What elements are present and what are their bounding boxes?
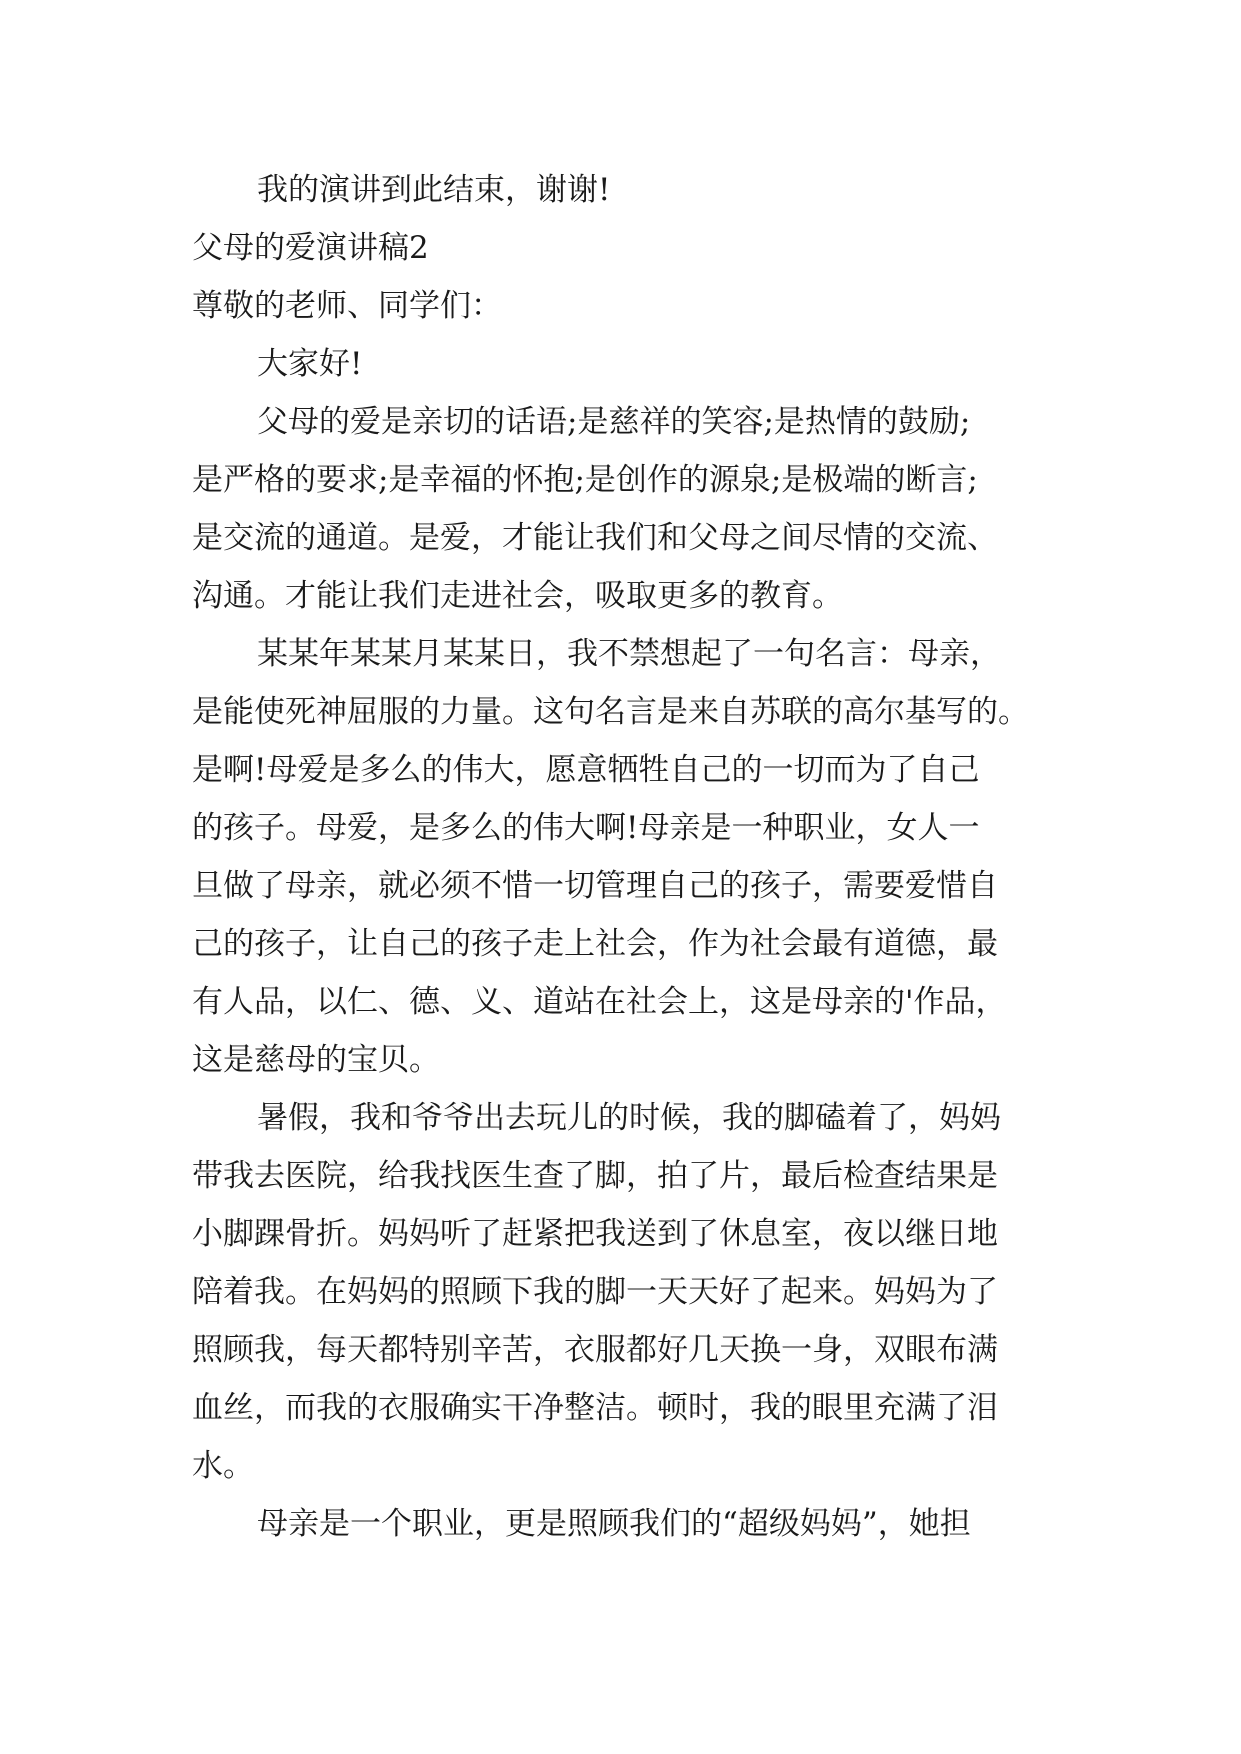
salutation: 尊敬的老师、同学们： — [192, 288, 502, 324]
paragraph-line: 照顾我，每天都特别辛苦，衣服都好几天换一身，双眼布满 — [192, 1332, 998, 1368]
paragraph-line: 是能使死神屈服的力量。这句名言是来自苏联的高尔基写的。 — [192, 694, 1029, 730]
paragraph-3 — [192, 1089, 1072, 1495]
paragraph-line: 父母的爱是亲切的话语;是慈祥的笑容;是热情的鼓励; — [257, 404, 971, 440]
paragraph-line: 水。 — [192, 1448, 254, 1484]
paragraph-line: 是交流的通道。是爱，才能让我们和父母之间尽情的交流、 — [192, 520, 998, 556]
closing-line: 我的演讲到此结束，谢谢! — [257, 172, 611, 208]
paragraph-line: 有人品，以仁、德、义、道站在社会上，这是母亲的'作品， — [192, 984, 1007, 1020]
paragraph-line: 暑假，我和爷爷出去玩儿的时候，我的脚磕着了，妈妈 — [257, 1100, 1001, 1136]
paragraph-line: 旦做了母亲，就必须不惜一切管理自己的孩子，需要爱惜自 — [192, 868, 998, 904]
paragraph-line: 是啊!母爱是多么的伟大，愿意牺牲自己的一切而为了自己 — [192, 752, 980, 788]
paragraph-4 — [192, 1495, 1072, 1553]
paragraph-2 — [192, 625, 1072, 1089]
paragraph-line: 是严格的要求;是幸福的怀抱;是创作的源泉;是极端的断言; — [192, 462, 978, 498]
paragraph-line: 这是慈母的宝贝。 — [192, 1042, 440, 1078]
document-title: 父母的爱演讲稿2 — [192, 230, 429, 266]
paragraph-line: 沟通。才能让我们走进社会，吸取更多的教育。 — [192, 578, 843, 614]
paragraph-line: 己的孩子，让自己的孩子走上社会，作为社会最有道德，最 — [192, 926, 998, 962]
greeting: 大家好! — [257, 346, 363, 382]
document-page — [192, 161, 1072, 1553]
paragraph-line: 小脚踝骨折。妈妈听了赶紧把我送到了休息室，夜以继日地 — [192, 1216, 998, 1252]
paragraph-line: 的孩子。母爱，是多么的伟大啊!母亲是一种职业，女人一 — [192, 810, 980, 846]
paragraph-line: 血丝，而我的衣服确实干净整洁。顿时，我的眼里充满了泪 — [192, 1390, 998, 1426]
paragraph-line: 母亲是一个职业，更是照顾我们的“超级妈妈”，她担 — [257, 1506, 971, 1542]
paragraph-line: 某某年某某月某某日，我不禁想起了一句名言：母亲， — [257, 636, 1001, 672]
paragraph-1 — [192, 393, 1072, 625]
paragraph-line: 带我去医院，给我找医生查了脚，拍了片，最后检查结果是 — [192, 1158, 998, 1194]
paragraph-line: 陪着我。在妈妈的照顾下我的脚一天天好了起来。妈妈为了 — [192, 1274, 998, 1310]
